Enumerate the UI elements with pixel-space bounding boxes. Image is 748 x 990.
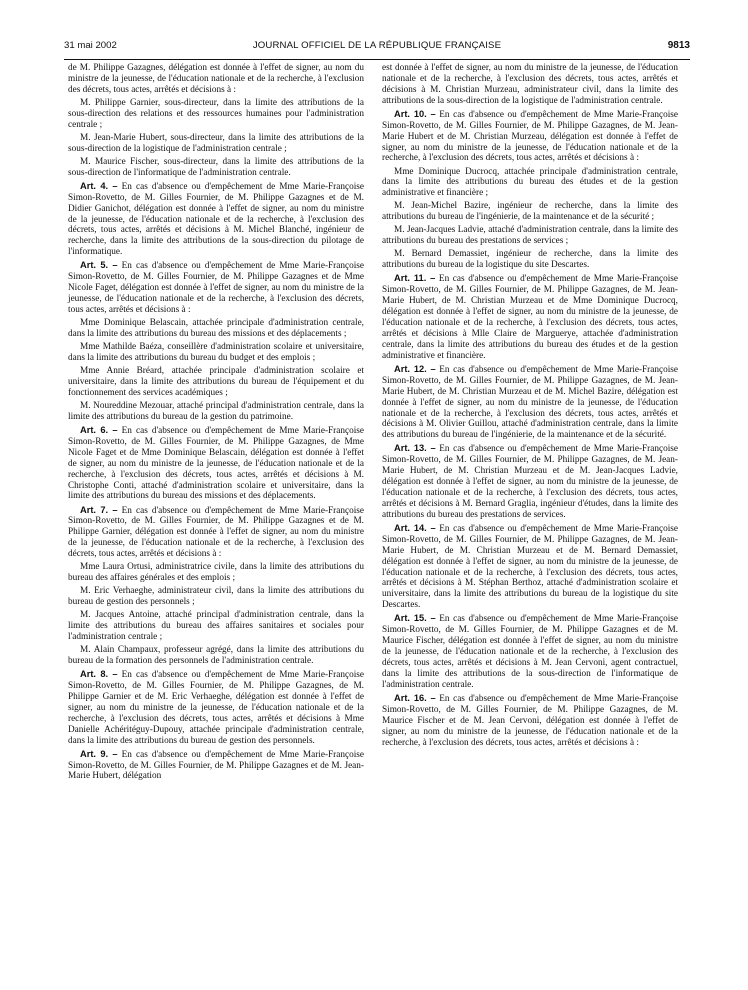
paragraph-text: est donnée à l'effet de signer, au nom du ministre de la jeunesse, de l'éducation nationale et de la recherche, à l'exclusion des décrets, tous actes, arrêtés et décisions à M. Christian Murzeau, administrateur civil, dans la limite des attributions de la sous-direction de la logistique de l'administration centrale. [382, 63, 678, 106]
paragraph [382, 63, 678, 107]
article-number: Art. 9. – [80, 748, 118, 759]
paragraph-text: M. Eric Verhaeghe, administrateur civil, dans la limite des attributions du bureau de gestion des personnels ; [68, 586, 364, 608]
paragraph-text: En cas d'absence ou d'empêchement de Mme Marie-Françoise Simon-Rovetto, de M. Gilles Fournier, de M. Philippe Gazagnes et de M. Didier Ganichot, délégation est donnée à l'effet de signer, au nom du ministre de la jeunesse, de l'éducation nationale et de la recherche, à l'exclusion des décrets, tous actes, arrêtés et décisions à M. Michel Blanché, ingénieur de recherche, dans la limite des attributions de la sous-direction du pilotage de l'informatique. [68, 181, 364, 258]
article-number: Art. 14. – [394, 522, 436, 533]
right-column [382, 63, 678, 751]
paragraph [382, 249, 678, 271]
article-paragraph [68, 260, 364, 316]
paragraph-text: En cas d'absence ou d'empêchement de Mme Marie-Françoise Simon-Rovetto, de M. Gilles Fournier, de M. Philippe Gazagnes et de Mme Nicole Faget, délégation est donnée à l'effet de signer, au nom du ministre de la jeunesse, de l'éducation nationale et de la recherche, à l'exclusion des décrets, tous actes, arrêtés et décisions à : [68, 261, 364, 315]
paragraph-text: Mme Dominique Ducrocq, attachée principale d'administration centrale, dans la limite des attributions du bureau des études et de la gestion administrative et financière ; [382, 166, 678, 199]
paragraph [382, 225, 678, 247]
paragraph-text: Mme Annie Bréard, attachée principale d'administration scolaire et universitaire, dans la limite des attributions du bureau de l'équipement et du fonctionnement des services académiques ; [68, 366, 364, 398]
paragraph-text: En cas d'absence ou d'empêchement de Mme Marie-Françoise Simon-Rovetto, de M. Gilles Fournier, de M. Philippe Gazagnes, de Mme Nicole Faget et de Mme Dominique Belascain, délégation est donnée à l'effet de signer, au nom du ministre de la jeunesse, de l'éducation nationale et de la recherche, à l'exclusion des décrets, tous actes, arrêtés et décisions à M. Christophe Conti, attaché d'administration scolaire et universitaire, dans la limite des attributions du bureau des missions et des déplacements. [68, 425, 364, 502]
article-paragraph [382, 109, 678, 165]
paragraph [382, 167, 678, 200]
paragraph [68, 157, 364, 179]
paragraph [68, 366, 364, 399]
paragraph [68, 610, 364, 643]
paragraph [68, 98, 364, 131]
paragraph-text: En cas d'absence ou d'empêchement de Mme Marie-Françoise Simon-Rovetto, de M. Gilles Fournier, de M. Philippe Gazagnes, de M. Jean-Marie Hubert, de M. Christian Murzeau et de M. Bernard Demassiet, délégation est donnée à l'effet de signer, au nom du ministre de la jeunesse, de l'éducation nationale et de la recherche, à l'exclusion des décrets, tous actes, arrêtés et décisions à M. Stéphan Berthoz, attaché d'administration scolaire et universitaire, dans la limite des attributions du bureau de la logistique du site Descartes. [382, 523, 678, 611]
header-rule [64, 59, 690, 60]
paragraph [68, 342, 364, 364]
paragraph-text: M. Bernard Demassiet, ingénieur de recherche, dans la limite des attributions du bureau de la logistique du site Descartes. [382, 249, 678, 271]
paragraph-text: M. Maurice Fischer, sous-directeur, dans la limite des attributions de la sous-direction de l'informatique de l'administration centrale. [68, 156, 364, 178]
paragraph [382, 201, 678, 223]
paragraph-text: En cas d'absence ou d'empêchement de Mme Marie-Françoise Simon-Rovetto, de M. Gilles Fournier, de M. Philippe Gazagnes, de M. Jean-Marie Hubert et de M. Christian Murzeau, délégation est donnée à l'effet de signer, au nom du ministre de la jeunesse, de l'éducation nationale et de la recherche, à l'exclusion des décrets, tous actes, arrêtés et décisions à : [382, 109, 678, 164]
article-number: Art. 13. – [394, 443, 436, 454]
paragraph-text: En cas d'absence ou d'empêchement de Mme Marie-Françoise Simon-Rovetto, de M. Gilles Fournier, de M. Philippe Gazagnes, de M. Jean-Marie Hubert, de M. Christian Murzeau et de Mme Dominique Ducrocq, délégation est donnée à l'effet de signer, au nom du ministre de la jeunesse, de l'éducation nationale et de la recherche, à l'exclusion des décrets, tous actes, arrêtés et décisions à Mlle Claire de Marguerye, attachée d'administration centrale, dans la limite des attributions du bureau des études et de la gestion administrative et financière. [382, 274, 678, 361]
paragraph-text: M. Jean-Jacques Ladvie, attaché d'administration centrale, dans la limite des attributions du bureau des prestations de services ; [382, 225, 678, 247]
paragraph-text: En cas d'absence ou d'empêchement de Mme Marie-Françoise Simon-Rovetto, de M. Gilles Fournier, de M. Philippe Gazagnes et de M. Jean-Marie Hubert, délégation [68, 749, 364, 782]
paragraph [68, 645, 364, 667]
article-paragraph [382, 443, 678, 520]
page-number: 9813 [667, 40, 690, 51]
journal-title: JOURNAL OFFICIEL DE LA RÉPUBLIQUE FRANÇAISE [252, 40, 502, 51]
paragraph-text: En cas d'absence ou d'empêchement de Mme Marie-Françoise Simon-Rovetto, de M. Gilles Fournier, de M. Philippe Gazagnes, de M. Maurice Fischer et de M. Jean Cervoni, délégation est donnée à l'effet de signer, au nom du ministre de la jeunesse, de l'éducation nationale et de la recherche, à l'exclusion des décrets, tous actes, arrêtés et décisions à : [382, 693, 678, 748]
article-paragraph [382, 613, 678, 690]
paragraph-text: de M. Philippe Gazagnes, délégation est donnée à l'effet de signer, au nom du ministre de la jeunesse, de l'éducation nationale et de la recherche, à l'exclusion des décrets, tous actes, arrêtés et décisions à : [68, 63, 364, 95]
paragraph-text: M. Noureddine Mezouar, attaché principal d'administration centrale, dans la limite des attributions du bureau de la gestion du patrimoine. [68, 400, 364, 422]
paragraph-text: En cas d'absence ou d'empêchement de Mme Marie-Françoise Simon-Rovetto, de M. Gilles Fournier, de M. Philippe Gazagnes, de M. Jean-Marie Hubert, de M. Christian Murzeau et de M. Michel Bazire, délégation est donnée à l'effet de signer, au nom du ministre de la jeunesse, de l'éducation nationale et de la recherche, à l'exclusion des décrets, tous actes, arrêtés et décisions à M. Olivier Guillou, attaché d'administration centrale, dans la limite des attributions du bureau de l'ingénierie, de la maintenance et de la sécurité. [382, 364, 678, 441]
article-number: Art. 11. – [394, 273, 436, 284]
paragraph-text: M. Philippe Garnier, sous-directeur, dans la limite des attributions de la sous-direction des relations et des ressources humaines pour l'administration centrale ; [68, 97, 364, 130]
paragraph-text: En cas d'absence ou d'empêchement de Mme Marie-Françoise Simon-Rovetto, de M. Gilles Fournier, de M. Philippe Gazagnes et de M. Maurice Fischer, délégation est donnée à l'effet de signer, au nom du ministre de la jeunesse, de l'éducation nationale et de la recherche, à l'exclusion des décrets, tous actes, arrêtés et décisions à M. Jean Cervoni, agent contractuel, dans la limite des attributions de la sous-direction de l'informatique de l'administration centrale. [382, 614, 678, 690]
paragraph [68, 63, 364, 96]
paragraph-text: En cas d'absence ou d'empêchement de Mme Marie-Françoise Simon-Rovetto, de M. Gilles Fournier, de M. Philippe Gazagnes, de M. Jean-Marie Hubert, de M. Christian Murzeau et de M. Jean-Jacques Ladvie, délégation est donnée à l'effet de signer, au nom du ministre de la jeunesse, de l'éducation nationale et de la recherche, à l'exclusion des décrets, tous actes, arrêtés et décisions à M. Bernard Graglia, ingénieur d'études, dans la limite des attributions du bureau des prestations de services. [382, 444, 678, 520]
paragraph-text: M. Jean-Michel Bazire, ingénieur de recherche, dans la limite des attributions du bureau de l'ingénierie, de la maintenance et de la sécurité ; [382, 201, 678, 223]
article-number: Art. 10. – [394, 108, 436, 119]
article-paragraph [68, 505, 364, 561]
paragraph-text: Mme Dominique Belascain, attachée principale d'administration centrale, dans la limite des attributions du bureau des missions et des déplacements ; [68, 318, 364, 339]
paragraph-text: M. Jean-Marie Hubert, sous-directeur, dans la limite des attributions de la sous-direction de la logistique de l'administration centrale ; [68, 132, 364, 154]
article-number: Art. 5. – [80, 260, 118, 271]
article-number: Art. 8. – [80, 669, 118, 680]
article-number: Art. 4. – [80, 180, 118, 191]
paragraph-text: Mme Laura Ortusi, administratrice civile, dans la limite des attributions du bureau des affaires générales et des emplois ; [68, 562, 364, 584]
paragraph [68, 586, 364, 608]
article-paragraph [382, 364, 678, 441]
paragraph [68, 133, 364, 155]
article-paragraph [68, 181, 364, 258]
page-header [64, 40, 690, 54]
article-number: Art. 6. – [80, 424, 118, 435]
article-number: Art. 12. – [394, 363, 436, 374]
paragraph-text: En cas d'absence ou d'empêchement de Mme Marie-Françoise Simon-Rovetto, de M. Gilles Fournier, de M. Philippe Gazagnes, de M. Philippe Garnier et de M. Eric Verhaeghe, délégation est donnée à l'effet de signer, au nom du ministre de la jeunesse, de l'éducation nationale et de la recherche, à l'exclusion des décrets, tous actes, arrêtés et décisions à Mme Danielle Achéritéguy-Dupouy, attachée principale d'administration centrale, dans la limite des attributions du bureau de gestion des personnels. [68, 670, 364, 746]
article-number: Art. 7. – [80, 504, 118, 515]
article-paragraph [68, 749, 364, 783]
paragraph [68, 401, 364, 423]
paragraph [68, 562, 364, 584]
article-number: Art. 15. – [394, 613, 436, 624]
paragraph-text: M. Jacques Antoine, attaché principal d'administration centrale, dans la limite des attributions du bureau des affaires sanitaires et sociales pour l'administration centrale ; [68, 610, 364, 643]
article-paragraph [68, 669, 364, 746]
left-column [68, 63, 364, 785]
article-paragraph [382, 523, 678, 611]
article-paragraph [382, 273, 678, 361]
article-paragraph [68, 425, 364, 502]
paragraph-text: Mme Mathilde Baéza, conseillère d'administration scolaire et universitaire, dans la limite des attributions du bureau du budget et des emplois ; [68, 342, 364, 363]
paragraph [68, 318, 364, 340]
publication-date: 31 mai 2002 [64, 40, 117, 51]
paragraph-text: M. Alain Champaux, professeur agrégé, dans la limite des attributions du bureau de la formation des personnels de l'administration centrale. [68, 645, 364, 667]
paragraph-text: En cas d'absence ou d'empêchement de Mme Marie-Françoise Simon-Rovetto, de M. Gilles Fournier, de M. Philippe Gazagnes et de M. Philippe Garnier, délégation est donnée à l'effet de signer, au nom du ministre de la jeunesse, de l'éducation nationale et de la recherche, à l'exclusion des décrets, tous actes, arrêtés et décisions à : [68, 505, 364, 560]
article-number: Art. 16. – [394, 692, 436, 703]
article-paragraph [382, 693, 678, 749]
